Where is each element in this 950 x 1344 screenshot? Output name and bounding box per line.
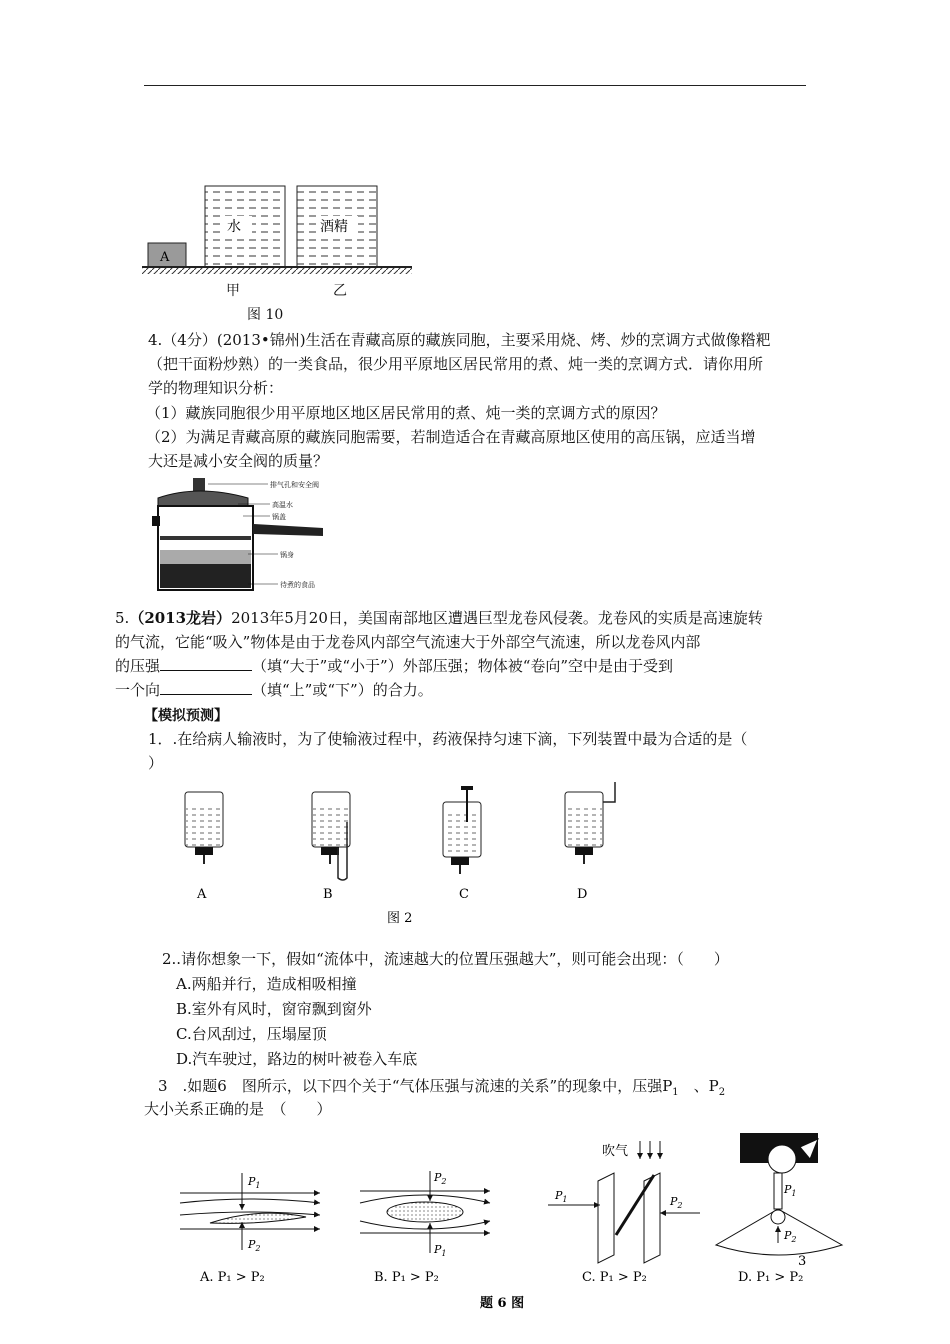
fig6-a-p1-sub: 1 (255, 1181, 261, 1190)
cooker-label-lid: 锅盖 (272, 513, 286, 521)
q4-line2: （把干面粉炒熟）的一类食品，很少用平原地区居民常用的煮、炖一类的烹调方式．请你用所 (148, 355, 764, 373)
s3-sub1: 1 (672, 1087, 679, 1098)
fig6-d-p2-sub: 2 (791, 1235, 797, 1244)
figure-6 (170, 1125, 850, 1315)
fig6-a-p2-sub: 2 (255, 1244, 261, 1253)
fig6-a (180, 1173, 320, 1253)
fig6-c-p2: P (670, 1195, 678, 1208)
cooker-label-food: 待煮的食品 (280, 581, 315, 589)
fig6-b-p2: P (434, 1171, 442, 1184)
cooker-label-water: 高温水 (272, 501, 293, 509)
svg-text:P2 (669, 1195, 683, 1210)
s3-line1a: 3 .如题6 图所示，以下四个关于“气体压强与流速的关系”的现象中，压强P (158, 1077, 673, 1095)
fig6-a-p2: P (248, 1238, 256, 1251)
bottle-b (312, 792, 350, 880)
fig6-d-p1: P (784, 1183, 792, 1196)
s2-option-a: A.两船并行，造成相吸相撞 (176, 975, 357, 993)
pressure-cooker-figure (148, 476, 348, 602)
q4-sub2a: （2）为满足青藏高原的藏族同胞需要，若制造适合在青藏高原地区使用的高压锅，应适当增 (146, 428, 756, 446)
bottle-c (443, 786, 481, 874)
q5-line1-text: 2013年5月20日，美国南部地区遭遇巨型龙卷风侵袭。龙卷风的实质是高速旋转 (231, 609, 763, 627)
fig6-option-a: A. P₁ > P₂ (200, 1270, 265, 1285)
s3-line2: 大小关系正确的是 （ ） (144, 1100, 332, 1118)
fig6-option-c: C. P₁ > P₂ (582, 1270, 647, 1285)
fig6-b (360, 1171, 490, 1258)
fig6-option-b: B. P₁ > P₂ (374, 1270, 439, 1285)
s2-stem: 2..请你想象一下，假如“流体中，流速越大的位置压强越大”，则可能会出现：（ ） (162, 950, 729, 968)
iv-bottles-figure (175, 782, 635, 930)
figure-10 (140, 180, 420, 280)
s2-option-c: C.台风刮过，压塌屋顶 (176, 1025, 327, 1043)
fig10-caption: 图 10 (247, 307, 284, 323)
s2-option-d: D.汽车驶过，路边的树叶被卷入车底 (176, 1050, 418, 1068)
svg-text:P1 (247, 1175, 261, 1190)
cooker-label-body: 锅身 (280, 551, 294, 559)
svg-text:P1 (554, 1189, 568, 1204)
s2-option-b: B.室外有风时，窗帘飘到窗外 (176, 1000, 372, 1018)
q4-sub2b: 大还是减小安全阀的质量？ (148, 452, 329, 470)
fig6-d-p2: P (784, 1229, 792, 1242)
fig6-b-p1-sub: 1 (441, 1249, 447, 1258)
iv-label-c: C (459, 887, 469, 902)
answer-blank-1[interactable] (160, 654, 252, 671)
q5-line3 (115, 654, 673, 678)
alcohol-label: 酒精 (320, 219, 348, 235)
q5-source: （2013龙岩） (129, 609, 232, 627)
q5-line4 (115, 678, 433, 702)
svg-text:P2 (783, 1229, 797, 1244)
fig6-d (716, 1133, 842, 1255)
iv-caption: 图 2 (387, 911, 413, 926)
fig6-b-p2-sub: 2 (441, 1177, 447, 1186)
bottle-d (565, 782, 615, 864)
svg-text:P2 (433, 1171, 447, 1186)
q5-line3b: （填“大于”或“小于”）外部压强；物体被“卷向”空中是由于受到 (252, 657, 674, 675)
block-a-label: A (160, 250, 170, 265)
fig6-c-blow-label: 吹气 (602, 1144, 629, 1159)
q5-line3a: 的压强 (115, 657, 161, 675)
q4-line1: 4.（4分）(2013•锦州)生活在青藏高原的藏族同胞，主要采用烧、烤、炒的烹调方式做像糌粑 (148, 331, 771, 349)
fig6-b-p1: P (434, 1243, 442, 1256)
s3-line1b: 、P (678, 1077, 719, 1095)
cooker-label-valve: 排气孔和安全阀 (270, 481, 319, 489)
iv-label-d: D (577, 887, 588, 902)
s3-sub2: 2 (718, 1087, 726, 1098)
answer-blank-2[interactable] (160, 678, 252, 695)
water-label: 水 (227, 219, 241, 235)
fig6-option-d: D. P₁ > P₂ (738, 1270, 804, 1285)
fig6-c-p1-sub: 1 (562, 1195, 568, 1204)
fig6-c-p2-sub: 2 (677, 1201, 683, 1210)
q5-line4a: 一个向 (115, 681, 161, 699)
svg-text:P2 (247, 1238, 261, 1253)
s1-line1: 1．.在给病人输液时，为了使输液过程中，药液保持匀速下滴，下列装置中最为合适的是（ (148, 730, 748, 748)
svg-text:P1 (433, 1243, 447, 1258)
bottle-a (185, 792, 223, 864)
fig6-d-p1-sub: 1 (791, 1189, 797, 1198)
fig6-a-p1: P (248, 1175, 256, 1188)
q5-line1 (115, 606, 763, 630)
s1-line2: ） (148, 754, 164, 772)
q5-line4b: （填“上”或“下”）的合力。 (252, 681, 433, 699)
q4-line3: 学的物理知识分析： (148, 379, 284, 397)
page-number: 3 (798, 1254, 807, 1269)
section-title: 【模拟预测】 (144, 708, 228, 724)
yi-label: 乙 (333, 283, 347, 299)
header-rule (144, 85, 806, 86)
q5-number: 5. (115, 609, 130, 627)
fig6-caption: 题 6 图 (480, 1296, 525, 1311)
fig6-c (548, 1141, 700, 1263)
iv-label-b: B (323, 887, 333, 902)
svg-text:P1 (783, 1183, 797, 1198)
q5-line2: 的气流，它能“吸入”物体是由于龙卷风内部空气流速大于外部空气流速，所以龙卷风内部 (115, 633, 701, 651)
iv-label-a: A (197, 887, 207, 902)
fig6-c-p1: P (555, 1189, 563, 1202)
jia-label: 甲 (226, 283, 240, 299)
q4-sub1: （1）藏族同胞很少用平原地区地区居民常用的煮、炖一类的烹调方式的原因？ (146, 404, 666, 422)
